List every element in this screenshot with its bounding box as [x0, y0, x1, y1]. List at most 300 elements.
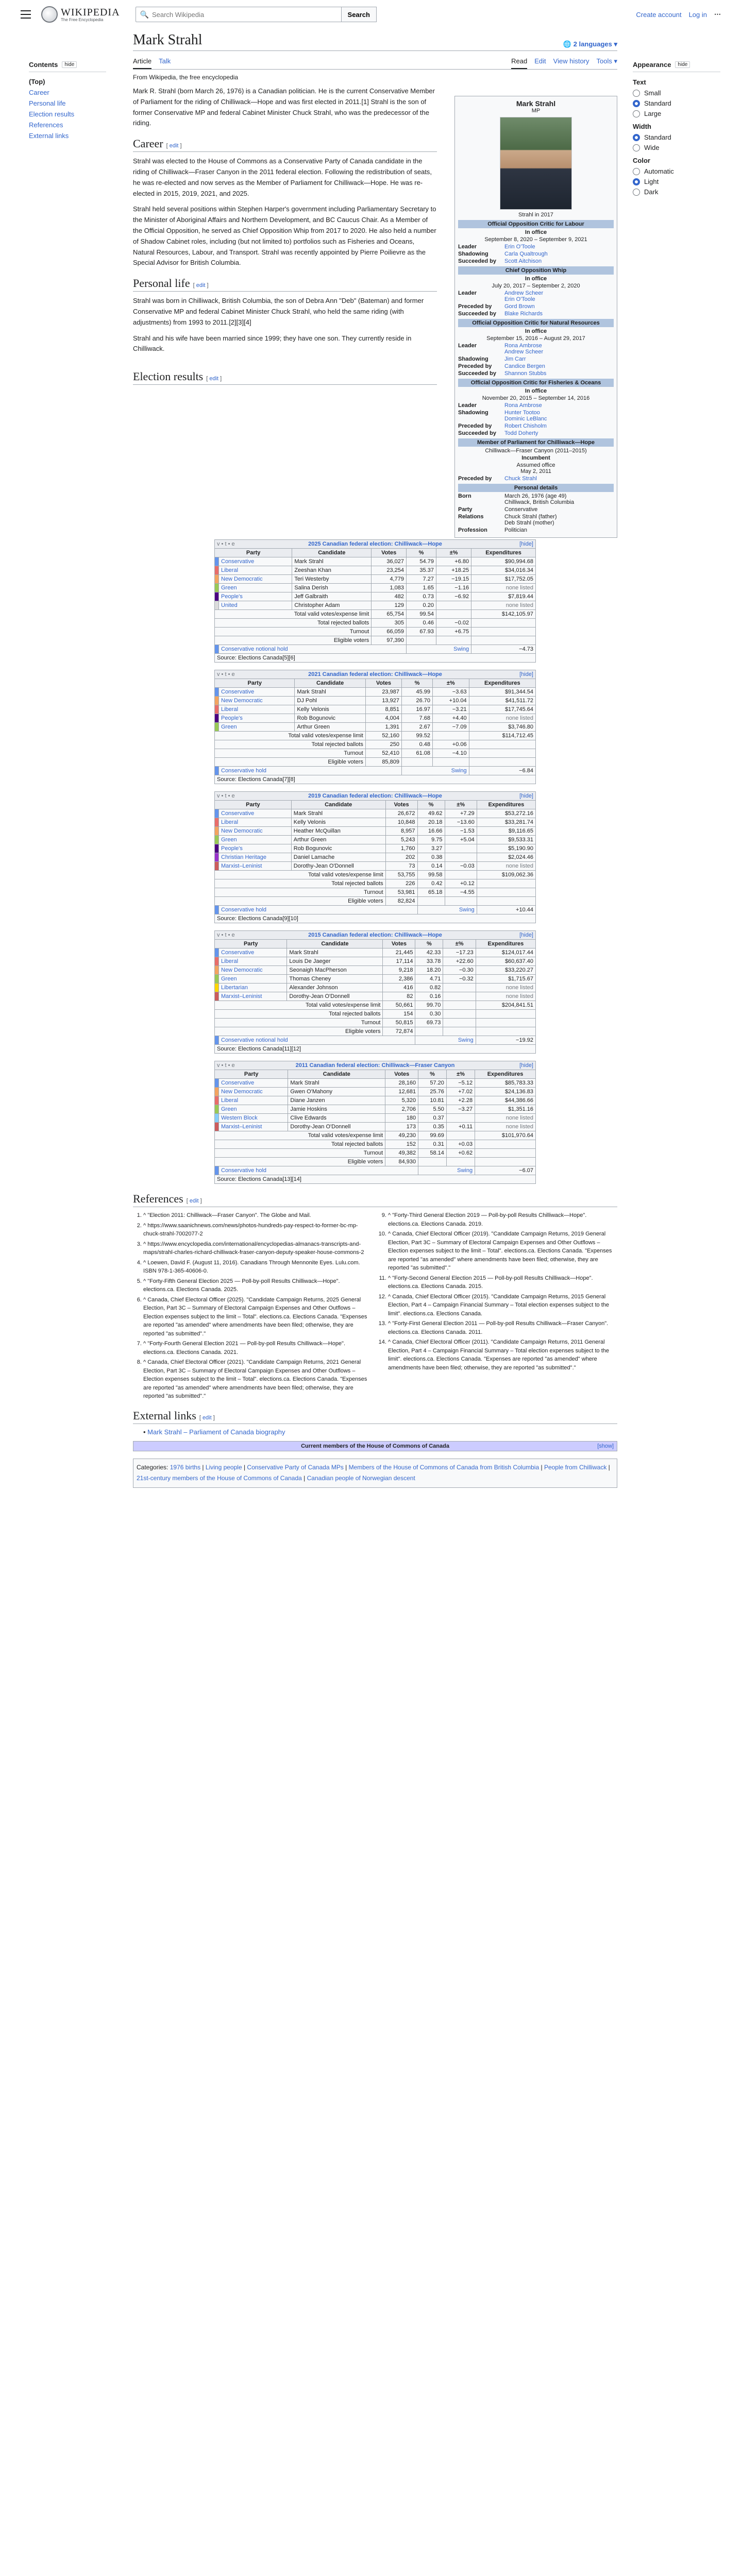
table-row	[215, 697, 536, 705]
toc-hide-button[interactable]: hide	[62, 61, 77, 68]
percent-cell: 25.76	[418, 1088, 447, 1096]
totals-votes: 49,230	[385, 1131, 418, 1140]
totals-change: −0.02	[436, 619, 471, 628]
totals-votes: 65,754	[372, 610, 407, 619]
tab-talk[interactable]: Talk	[159, 57, 171, 65]
photo-caption: Strahl in 2017	[518, 212, 553, 218]
party-color-swatch	[215, 723, 219, 732]
party-name[interactable]: Green	[219, 975, 287, 984]
totals-change	[446, 1131, 475, 1140]
edit-section-link[interactable]: edit	[169, 143, 179, 149]
category-link[interactable]: Canadian people of Norwegian descent	[307, 1475, 415, 1482]
party-name[interactable]: Green	[219, 1105, 288, 1114]
reference-item[interactable]: 1. ^ "Election 2011: Chilliwack—Fraser Canyon". The Globe and Mail.	[143, 1211, 373, 1220]
infobox-row-value[interactable]: Candice Bergen	[504, 363, 545, 369]
expenditure-cell: none listed	[476, 984, 535, 992]
category-link[interactable]: Living people	[205, 1463, 242, 1471]
infobox-office-label: In office	[525, 388, 547, 394]
table-row	[215, 705, 536, 714]
category-link[interactable]: 21st-century members of the House of Commons of Canada	[137, 1475, 302, 1482]
infobox-post-nominal: MP	[531, 108, 541, 114]
votes-cell: 5,243	[385, 836, 417, 844]
totals-label: Total valid votes/expense limit	[215, 732, 366, 740]
infobox-row	[458, 423, 614, 429]
reference-item[interactable]: 7. ^ "Forty-Fourth General Election 2021 — Poll-by-poll Results Chilliwack—Hope". elections.ca. Elections Canada. 2021.	[143, 1340, 373, 1357]
infobox-row-label: Succeeded by	[458, 311, 496, 317]
section-heading-external-links: External links [ edit ]	[133, 1409, 617, 1424]
totals-expenditure	[469, 749, 535, 758]
toc-item-career[interactable]: Career	[29, 89, 49, 96]
totals-expenditure	[469, 758, 535, 767]
color-option[interactable]: Automatic	[633, 167, 720, 175]
totals-change: −4.55	[445, 888, 477, 897]
totals-expenditure	[475, 1158, 536, 1166]
totals-percent: 61.08	[401, 749, 432, 758]
party-color-swatch	[215, 809, 219, 818]
table-of-contents	[29, 61, 106, 141]
create-account-link[interactable]: Create account	[636, 10, 682, 19]
party-name[interactable]: New Democratic	[219, 575, 292, 584]
reference-item[interactable]: 3. ^ https://www.encyclopedia.com/international/encyclopedias-almanacs-transcripts-and-maps/strahl-charles-richard-chilliwack-fraser-canyon-deputy-speaker-house-commons-2	[143, 1240, 373, 1257]
infobox-row-value[interactable]: Hunter Tootoo Dominic LeBlanc	[504, 410, 547, 422]
totals-change	[433, 732, 469, 740]
infobox-row	[458, 476, 614, 482]
totals-row	[215, 1149, 536, 1158]
infobox-row-value[interactable]: Andrew Scheer Erin O'Toole	[504, 290, 544, 302]
party-name[interactable]: Liberal	[219, 566, 292, 575]
swing-label[interactable]: Swing	[406, 645, 471, 654]
expenditure-cell: none listed	[469, 714, 535, 723]
career-paragraph: Strahl held several positions within Stephen Harper's government including Parliamentary Secretary to the Minister of Aboriginal Affairs and Northern Development, and BC Caucus Chair. As a Member of the Official Opposition, he served as Chief Opposition Whip from 2017 to 2020. He also held a number of Shadow Cabinet roles, including (but not limited to) portfolios such as Fisheries and Oceans, Natural Resources, Labour, and Transport. Strahl was recently appointed by Pierre Poilievre as the Special Advisor for British Columbia.	[133, 205, 436, 267]
reference-item[interactable]: 2. ^ https://www.saanichnews.com/news/photos-hundreds-pay-respect-to-former-bc-mp-chuck-strahl-7002077-2	[143, 1222, 373, 1239]
election-title-link[interactable]: 2021 Canadian federal election: Chilliwack—Hope	[308, 671, 442, 678]
infobox-row-label: Succeeded by	[458, 258, 496, 264]
infobox-row-value[interactable]: Gord Brown	[504, 303, 535, 310]
party-name[interactable]: Green	[219, 584, 292, 592]
votes-cell: 5,320	[385, 1096, 418, 1105]
infobox-office-header[interactable]: Chief Opposition Whip	[458, 266, 614, 275]
totals-expenditure: $204,841.51	[476, 1001, 535, 1010]
text-size-option[interactable]: Large	[633, 110, 720, 117]
category-link[interactable]: People from Chilliwack	[544, 1463, 607, 1471]
party-name[interactable]: Marxist–Leninist	[219, 992, 287, 1001]
infobox-row-value[interactable]: Rona Ambrose	[504, 402, 542, 409]
infobox-row-value: Politician	[504, 527, 528, 533]
party-name[interactable]: Green	[219, 836, 292, 844]
party-name[interactable]: United	[219, 601, 292, 610]
party-name[interactable]: Conservative	[219, 809, 292, 818]
votes-cell: 26,672	[385, 809, 417, 818]
election-title-link[interactable]: 2025 Canadian federal election: Chilliwack—Hope	[308, 541, 442, 548]
infobox-row	[458, 493, 614, 505]
totals-expenditure	[475, 1149, 536, 1158]
totals-expenditure: $114,712.45	[469, 732, 535, 740]
references-list	[133, 1211, 617, 1401]
totals-percent: 0.48	[401, 740, 432, 749]
party-name[interactable]: Liberal	[219, 818, 292, 827]
swing-label[interactable]: Swing	[415, 1036, 476, 1045]
logo-tagline: The Free Encyclopedia	[61, 17, 104, 22]
party-name[interactable]: New Democratic	[219, 966, 287, 975]
infobox-row-value[interactable]: Carla Qualtrough	[504, 251, 548, 257]
infobox-row-value[interactable]: Rona Ambrose Andrew Scheer	[504, 343, 544, 355]
expenditure-cell: none listed	[471, 584, 536, 592]
radio-icon	[633, 168, 640, 175]
totals-label: Total rejected ballots	[215, 619, 372, 628]
category-separator: |	[539, 1463, 544, 1471]
election-title-link[interactable]: 2015 Canadian federal election: Chilliwack—Hope	[308, 932, 442, 939]
totals-expenditure	[477, 897, 535, 906]
votes-cell: 129	[372, 601, 407, 610]
party-name[interactable]: Conservative	[219, 688, 295, 697]
column-header: Expenditures	[476, 940, 535, 948]
expenditure-cell: $41,511.72	[469, 697, 535, 705]
party-name[interactable]: Liberal	[219, 1096, 288, 1105]
result-label[interactable]: Conservative notional hold	[219, 645, 407, 654]
reference-item[interactable]: 14. ^ Canada, Chief Electoral Officer (2011). "Candidate Campaign Returns, 2011 General Election, Part 4 – Campaign Financial Summary – Total election expenses subject to the limit". elections.ca. Elections Canada. "Expenses are reported "as amended" where amendments have been filed; otherwise, they are reported "as submitted"."	[388, 1338, 617, 1372]
party-name[interactable]: People's	[219, 592, 292, 601]
totals-percent: 99.54	[406, 610, 436, 619]
infobox-row-value[interactable]: Todd Doherty	[504, 430, 538, 436]
percent-cell: 5.50	[418, 1105, 447, 1114]
party-name[interactable]: Christian Heritage	[219, 853, 292, 862]
infobox-row	[458, 370, 614, 377]
candidate-name: Arthur Green	[291, 836, 385, 844]
table-row	[215, 992, 536, 1001]
result-label[interactable]: Conservative notional hold	[219, 1036, 415, 1045]
votes-cell: 73	[385, 862, 417, 871]
column-header: Candidate	[291, 801, 385, 809]
table-header-row	[215, 801, 536, 809]
change-cell: +0.11	[446, 1123, 475, 1131]
toc-item-election-results[interactable]: Election results	[29, 110, 75, 118]
candidate-name: Rob Bogunovic	[291, 844, 385, 853]
infobox-row-value[interactable]: Robert Chisholm	[504, 423, 547, 429]
totals-votes: 53,755	[385, 871, 417, 879]
table-toggle[interactable]: [hide]	[519, 932, 533, 939]
change-cell: +2.28	[446, 1096, 475, 1105]
percent-cell: 2.67	[401, 723, 432, 732]
totals-change	[443, 1001, 476, 1010]
infobox-office-header[interactable]: Official Opposition Critic for Labour	[458, 220, 614, 228]
votes-cell: 23,987	[365, 688, 401, 697]
log-in-link[interactable]: Log in	[688, 10, 707, 19]
toc-item-references[interactable]: References	[29, 121, 63, 129]
category-link[interactable]: Members of the House of Commons of Canada from British Columbia	[348, 1463, 539, 1471]
text-size-option[interactable]: Standard	[633, 99, 720, 107]
table-row	[215, 844, 536, 853]
totals-label: Total valid votes/expense limit	[215, 871, 386, 879]
table-toggle[interactable]: [hide]	[519, 671, 533, 678]
infobox-office-dates: September 8, 2020 – September 9, 2021	[484, 236, 587, 243]
infobox-row-value[interactable]: Scott Aitchison	[504, 258, 542, 264]
totals-change: +0.62	[446, 1149, 475, 1158]
totals-votes: 97,390	[372, 636, 407, 645]
table-source: Source: Elections Canada[13][14]	[214, 1175, 536, 1184]
infobox-row-value[interactable]: Jim Carr	[504, 356, 526, 362]
result-label[interactable]: Conservative hold	[219, 767, 402, 775]
reference-item[interactable]: 13. ^ "Forty-First General Election 2011 — Poll-by-poll Results Chilliwack—Fraser Canyon". elections.ca. Elections Canada. 2011.	[388, 1319, 617, 1336]
toc-item-external-links[interactable]: External links	[29, 132, 69, 140]
totals-row	[215, 1001, 536, 1010]
search-input[interactable]	[152, 11, 341, 19]
votes-cell: 1,083	[372, 584, 407, 592]
swing-value: −4.73	[471, 645, 536, 654]
expenditure-cell: none listed	[476, 992, 535, 1001]
edit-section-link[interactable]: edit	[196, 282, 206, 289]
radio-icon	[633, 100, 640, 107]
navbar-mini[interactable]: v • t • e	[217, 1062, 235, 1069]
election-title-link[interactable]: 2019 Canadian federal election: Chilliwack—Hope	[308, 793, 442, 800]
toc-item-personal-life[interactable]: Personal life	[29, 99, 66, 107]
totals-label: Turnout	[215, 628, 372, 636]
party-name[interactable]: Western Block	[219, 1114, 288, 1123]
change-cell: −13.60	[445, 818, 477, 827]
intro-paragraph: Mark R. Strahl (born March 26, 1976) is a Canadian politician. He is the current Conservative Member of Parliament for the riding of Chilliwack—Hope and was first elected in 2011.[1] Strahl is the son of former Conservative MP and federal Cabinet Minister Chuck Strahl, who was the predecessor of the riding.	[133, 87, 435, 127]
party-name[interactable]: Conservative	[219, 557, 292, 566]
swing-value: −19.92	[476, 1036, 535, 1045]
color-option[interactable]: Dark	[633, 188, 720, 196]
infobox-office-header[interactable]: Official Opposition Critic for Natural Resources	[458, 319, 614, 327]
infobox-office-header[interactable]: Official Opposition Critic for Fisheries & Oceans	[458, 379, 614, 387]
change-cell	[445, 844, 477, 853]
tools-menu[interactable]: Tools ▾	[596, 57, 617, 65]
navbox-toggle[interactable]: [show]	[597, 1443, 614, 1449]
width-option[interactable]: Wide	[633, 144, 720, 151]
infobox-row-value: Conservative	[504, 506, 538, 513]
party-color-swatch	[215, 714, 219, 723]
toc-item-top[interactable]: (Top)	[29, 78, 45, 86]
party-color-swatch	[215, 853, 219, 862]
infobox-row-value[interactable]: Shannon Stubbs	[504, 370, 547, 377]
reference-item[interactable]: 5. ^ "Forty-Fifth General Election 2025 — Poll-by-poll Results Chilliwack—Hope". elections.ca. Elections Canada. 2025.	[143, 1277, 373, 1294]
party-color-swatch	[215, 705, 219, 714]
candidate-name: Jamie Hoskins	[288, 1105, 385, 1114]
party-name[interactable]: New Democratic	[219, 827, 292, 836]
party-color-swatch	[215, 957, 219, 966]
party-name[interactable]: Marxist–Leninist	[219, 1123, 288, 1131]
appearance-hide-button[interactable]: hide	[675, 61, 690, 68]
category-link[interactable]: Conservative Party of Canada MPs	[247, 1463, 344, 1471]
change-cell: +18.25	[436, 566, 471, 575]
change-cell: +6.80	[436, 557, 471, 566]
infobox-row-label: Leader	[458, 290, 477, 296]
totals-row	[215, 749, 536, 758]
section-heading-references: References [ edit ]	[133, 1192, 617, 1207]
result-label[interactable]: Conservative hold	[219, 1166, 418, 1175]
portrait-photo[interactable]	[500, 117, 572, 210]
table-toggle[interactable]: [hide]	[519, 793, 533, 800]
swing-label[interactable]: Swing	[418, 1166, 475, 1175]
table-toggle[interactable]: [hide]	[519, 1062, 533, 1069]
infobox-row-label: Party	[458, 506, 473, 513]
percent-cell: 0.14	[417, 862, 445, 871]
column-header: %	[401, 679, 432, 688]
election-title-link[interactable]: 2011 Canadian federal election: Chilliwack—Fraser Canyon	[295, 1062, 455, 1069]
edit-section-link[interactable]: edit	[189, 1198, 199, 1205]
reference-item[interactable]: 4. ^ Loewen, David F. (August 11, 2016). Canadians Through Mennonite Eyes. Lulu.com. ISBN 978-1-365-40606-0.	[143, 1259, 373, 1276]
expenditure-cell: $85,783.33	[475, 1079, 536, 1088]
reference-item[interactable]: 9. ^ "Forty-Third General Election 2019 — Poll-by-poll Results Chilliwack—Hope". elections.ca. Elections Canada. 2019.	[388, 1211, 617, 1228]
votes-cell: 482	[372, 592, 407, 601]
party-name[interactable]: New Democratic	[219, 697, 295, 705]
party-color-swatch	[215, 584, 219, 592]
table-row	[215, 975, 536, 984]
totals-votes: 82,824	[385, 897, 417, 906]
table-row	[215, 1088, 536, 1096]
infobox-personal-header: Personal details	[458, 484, 614, 492]
change-cell	[443, 984, 476, 992]
category-separator: |	[200, 1463, 206, 1471]
main-menu-icon[interactable]	[21, 10, 31, 19]
text-size-option[interactable]: Small	[633, 89, 720, 97]
votes-cell: 8,957	[385, 827, 417, 836]
width-option[interactable]: Standard	[633, 133, 720, 141]
search-box	[136, 7, 342, 22]
result-label[interactable]: Conservative hold	[219, 906, 418, 914]
totals-expenditure	[475, 1140, 536, 1149]
edit-section-link[interactable]: edit	[202, 1414, 212, 1421]
party-name[interactable]: Liberal	[219, 705, 295, 714]
party-name[interactable]: Libertarian	[219, 984, 287, 992]
tab-article[interactable]: Article	[133, 54, 151, 69]
infobox-office-dates: November 20, 2015 – September 14, 2016	[482, 395, 590, 401]
change-cell: +10.04	[433, 697, 469, 705]
totals-votes: 84,930	[385, 1158, 418, 1166]
candidate-name: Alexander Johnson	[287, 984, 383, 992]
totals-percent: 65.18	[417, 888, 445, 897]
column-header: Expenditures	[475, 1070, 536, 1079]
infobox-office-header[interactable]: Member of Parliament for Chilliwack—Hope	[458, 438, 614, 447]
infobox-row-label: Leader	[458, 244, 477, 250]
navbar-mini[interactable]: v • t • e	[217, 671, 235, 678]
percent-cell: 33.78	[415, 957, 443, 966]
candidate-name: Daniel Lamache	[291, 853, 385, 862]
totals-row	[215, 619, 536, 628]
totals-percent: 99.52	[401, 732, 432, 740]
reference-item[interactable]: 8. ^ Canada, Chief Electoral Officer (2021). "Candidate Campaign Returns, 2021 General Election, Part 3C – Summary of Electoral Campaign Expenses and Other Outflows – Election expenses subject to the limit – Total". elections.ca. Elections Canada. "Expenses are reported "as amended" where amendments have been filed; otherwise, they are reported "as submitted"."	[143, 1358, 373, 1401]
table-row	[215, 575, 536, 584]
totals-expenditure	[476, 1010, 535, 1019]
expenditure-cell: $1,715.67	[476, 975, 535, 984]
navbar-mini[interactable]: v • t • e	[217, 793, 235, 800]
party-color-swatch	[215, 688, 219, 697]
external-link[interactable]: Mark Strahl – Parliament of Canada biography	[147, 1428, 285, 1436]
tab-read[interactable]: Read	[511, 54, 527, 69]
party-name[interactable]: Liberal	[219, 957, 287, 966]
change-cell: −3.63	[433, 688, 469, 697]
infobox-row	[458, 514, 614, 526]
totals-row	[215, 1158, 536, 1166]
swing-label[interactable]: Swing	[417, 906, 477, 914]
column-header: Party	[215, 549, 292, 557]
navbar-mini[interactable]: v • t • e	[217, 932, 235, 939]
party-color-swatch	[215, 1088, 219, 1096]
party-name[interactable]: Green	[219, 723, 295, 732]
party-name[interactable]: Conservative	[219, 948, 287, 957]
totals-percent	[406, 636, 436, 645]
infobox-row	[458, 402, 614, 409]
reference-item[interactable]: 6. ^ Canada, Chief Electoral Officer (2025). "Candidate Campaign Returns, 2025 General Election, Part 3C – Summary of Electoral Campaign Expenses and Other Outflows – Election expenses subject to the limit – Total". elections.ca. Elections Canada. "Expenses are reported "as amended" where amendments have been filed; otherwise, they are reported "as submitted"."	[143, 1296, 373, 1338]
reference-item[interactable]: 10. ^ Canada, Chief Electoral Officer (2019). "Candidate Campaign Returns, 2019 General Election, Part 3C – Summary of Electoral Campaign Expenses and Other Outflows – Election expenses subject to the limit – Total". elections.ca. Elections Canada. "Expenses are reported "as amended" where amendments have been filed; otherwise, they are reported "as submitted"."	[388, 1230, 617, 1273]
percent-cell: 45.99	[401, 688, 432, 697]
expenditure-cell: $60,637.40	[476, 957, 535, 966]
party-name[interactable]: People's	[219, 844, 292, 853]
infobox-row	[458, 244, 614, 250]
change-cell: −0.32	[443, 975, 476, 984]
totals-expenditure	[469, 740, 535, 749]
table-row	[215, 714, 536, 723]
table-row	[215, 1079, 536, 1088]
infobox-row-value[interactable]: Erin O'Toole	[504, 244, 535, 250]
navbar-mini[interactable]: v • t • e	[217, 541, 235, 548]
totals-row	[215, 871, 536, 879]
swing-label[interactable]: Swing	[401, 767, 469, 775]
table-row	[215, 957, 536, 966]
candidate-name: Salina Derish	[292, 584, 372, 592]
table-row	[215, 836, 536, 844]
candidate-name: Rob Bogunovic	[295, 714, 365, 723]
categories-label[interactable]: Categories:	[137, 1463, 168, 1471]
tab-view-history[interactable]: View history	[553, 57, 589, 65]
party-color-swatch	[215, 1079, 219, 1088]
column-header: Candidate	[287, 940, 383, 948]
candidate-name: Dorothy-Jean O'Donnell	[288, 1123, 385, 1131]
party-name[interactable]: People's	[219, 714, 295, 723]
language-button[interactable]: 🌐 2 languages ▾	[563, 40, 617, 48]
color-option[interactable]: Light	[633, 178, 720, 185]
percent-cell: 49.62	[417, 809, 445, 818]
party-color-swatch	[215, 1036, 219, 1045]
party-name[interactable]: Conservative	[219, 1079, 288, 1088]
table-toggle[interactable]: [hide]	[519, 541, 533, 548]
party-name[interactable]: New Democratic	[219, 1088, 288, 1096]
infobox-row-label: Preceded by	[458, 423, 492, 429]
party-name[interactable]: Marxist–Leninist	[219, 862, 292, 871]
search-form	[136, 7, 377, 22]
tab-edit[interactable]: Edit	[534, 57, 546, 65]
radio-icon	[633, 134, 640, 141]
party-color-swatch	[215, 592, 219, 601]
infobox-row-label: Preceded by	[458, 303, 492, 310]
wikipedia-logo[interactable]	[41, 6, 120, 23]
totals-row	[215, 1010, 536, 1019]
more-options-icon[interactable]: ⋯	[714, 10, 721, 18]
category-link[interactable]: 1976 births	[170, 1463, 201, 1471]
edit-section-link[interactable]: edit	[209, 376, 219, 382]
infobox-row-label: Preceded by	[458, 363, 492, 369]
infobox-row	[458, 343, 614, 355]
votes-cell: 10,848	[385, 818, 417, 827]
infobox-row-value[interactable]: Blake Richards	[504, 311, 543, 317]
totals-change	[446, 1158, 475, 1166]
infobox-row-value: Chuck Strahl (father) Deb Strahl (mother)	[504, 514, 557, 526]
votes-cell: 1,760	[385, 844, 417, 853]
totals-change	[436, 636, 471, 645]
search-button[interactable]: Search	[342, 7, 377, 22]
text-size-label: Text	[633, 78, 646, 86]
infobox-row-value[interactable]: Chuck Strahl	[504, 476, 537, 482]
candidate-name: DJ Pohl	[295, 697, 365, 705]
reference-item[interactable]: 12. ^ Canada, Chief Electoral Officer (2015). "Candidate Campaign Returns, 2015 General Election, Part 4 – Campaign Financial Summary – Total election expenses subject to the limit". elections.ca. Elections Canada.	[388, 1293, 617, 1318]
reference-item[interactable]: 11. ^ "Forty-Second General Election 2015 — Poll-by-poll Results Chilliwack—Hope". elections.ca. Elections Canada. 2015.	[388, 1274, 617, 1291]
expenditure-cell: $33,281.74	[477, 818, 535, 827]
section-heading-election-results: Election results [ edit ]	[133, 370, 437, 385]
radio-icon	[633, 90, 640, 97]
totals-label: Total rejected ballots	[215, 1140, 385, 1149]
totals-label: Eligible voters	[215, 1158, 385, 1166]
totals-change	[436, 610, 471, 619]
